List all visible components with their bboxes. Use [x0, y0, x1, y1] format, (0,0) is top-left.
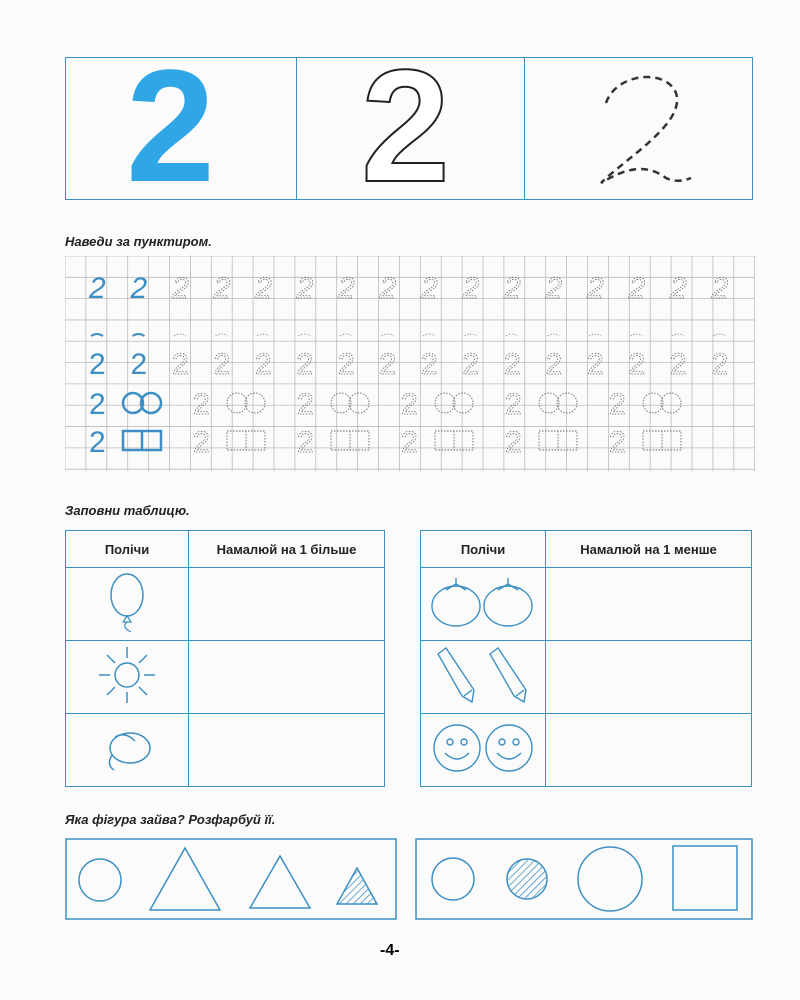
svg-text:2: 2: [89, 272, 106, 305]
triangle-hatched: [337, 868, 377, 904]
svg-text:2: 2: [89, 388, 106, 421]
shapes-left[interactable]: [65, 838, 397, 920]
table-more: [65, 530, 385, 787]
draw-cell[interactable]: [189, 641, 385, 714]
svg-text:2: 2: [338, 272, 355, 305]
svg-text:2: 2: [545, 348, 563, 381]
trace-heading: Наведи за пунктиром.: [65, 234, 212, 249]
svg-text:2: 2: [255, 348, 272, 381]
col-draw-less: Намалюй на 1 менше: [546, 531, 752, 568]
svg-text:2: 2: [296, 348, 314, 381]
svg-text:2: 2: [130, 272, 148, 305]
svg-text:2: 2: [628, 272, 646, 305]
svg-text:2: 2: [505, 388, 522, 421]
col-count: Полічи: [421, 531, 546, 568]
page-number: -4-: [380, 942, 400, 959]
svg-text:2: 2: [213, 272, 231, 305]
draw-cell[interactable]: [546, 714, 752, 787]
svg-text:2: 2: [587, 348, 604, 381]
digit-dashed: [586, 68, 696, 193]
svg-text:2: 2: [587, 272, 604, 305]
draw-cell[interactable]: [546, 568, 752, 641]
triangle-large: [150, 848, 220, 910]
svg-text:2: 2: [670, 272, 687, 305]
svg-text:2: 2: [401, 388, 418, 421]
digit-sample-box: [65, 36, 753, 215]
col-draw-more: Намалюй на 1 більше: [189, 531, 385, 568]
pencil-icon: [421, 641, 546, 714]
balloon-icon: [66, 568, 189, 641]
square-shape: [673, 846, 737, 910]
svg-text:2: 2: [130, 348, 148, 381]
sun-icon: [66, 641, 189, 714]
circle-small: [432, 858, 474, 900]
svg-text:2: 2: [338, 348, 355, 381]
fill-table-heading: Заповни таблицю.: [65, 503, 190, 518]
table-less: [420, 530, 752, 787]
draw-cell[interactable]: [546, 641, 752, 714]
triangle-medium: [250, 856, 310, 908]
tracing-grid[interactable]: [65, 256, 755, 471]
svg-text:2: 2: [193, 388, 210, 421]
svg-text:2: 2: [545, 272, 563, 305]
svg-text:2: 2: [172, 272, 189, 305]
svg-text:2: 2: [297, 388, 314, 421]
svg-text:2: 2: [193, 426, 210, 459]
svg-text:2: 2: [213, 348, 231, 381]
draw-cell[interactable]: [189, 568, 385, 641]
svg-text:2: 2: [609, 426, 626, 459]
svg-text:2: 2: [379, 348, 397, 381]
svg-text:2: 2: [255, 272, 272, 305]
svg-text:2: 2: [297, 426, 314, 459]
svg-text:2: 2: [609, 388, 626, 421]
svg-text:2: 2: [462, 348, 480, 381]
svg-text:2: 2: [504, 348, 521, 381]
svg-text:2: 2: [89, 348, 106, 381]
svg-text:2: 2: [711, 348, 729, 381]
tomato-icon: [421, 568, 546, 641]
circle-large: [578, 847, 642, 911]
svg-text:2: 2: [172, 348, 189, 381]
svg-text:2: 2: [670, 348, 687, 381]
digit-solid: 2: [126, 36, 215, 215]
svg-text:2: 2: [628, 348, 646, 381]
odd-shape-heading: Яка фігура зайва? Розфарбуй її.: [65, 812, 276, 827]
svg-text:2: 2: [421, 272, 438, 305]
svg-text:2: 2: [401, 426, 418, 459]
digit-outline: 2: [361, 36, 450, 215]
plum-icon: [66, 714, 189, 787]
svg-text:2: 2: [379, 272, 397, 305]
svg-text:2: 2: [421, 348, 438, 381]
svg-text:2: 2: [89, 426, 106, 459]
svg-text:2: 2: [505, 426, 522, 459]
circle-shape: [79, 859, 121, 901]
svg-text:2: 2: [462, 272, 480, 305]
svg-text:2: 2: [296, 272, 314, 305]
draw-cell[interactable]: [189, 714, 385, 787]
shapes-right[interactable]: [415, 838, 753, 920]
svg-text:2: 2: [711, 272, 729, 305]
svg-text:2: 2: [504, 272, 521, 305]
smiley-icon: [421, 714, 546, 787]
circle-hatched: [507, 859, 547, 899]
col-count: Полічи: [66, 531, 189, 568]
